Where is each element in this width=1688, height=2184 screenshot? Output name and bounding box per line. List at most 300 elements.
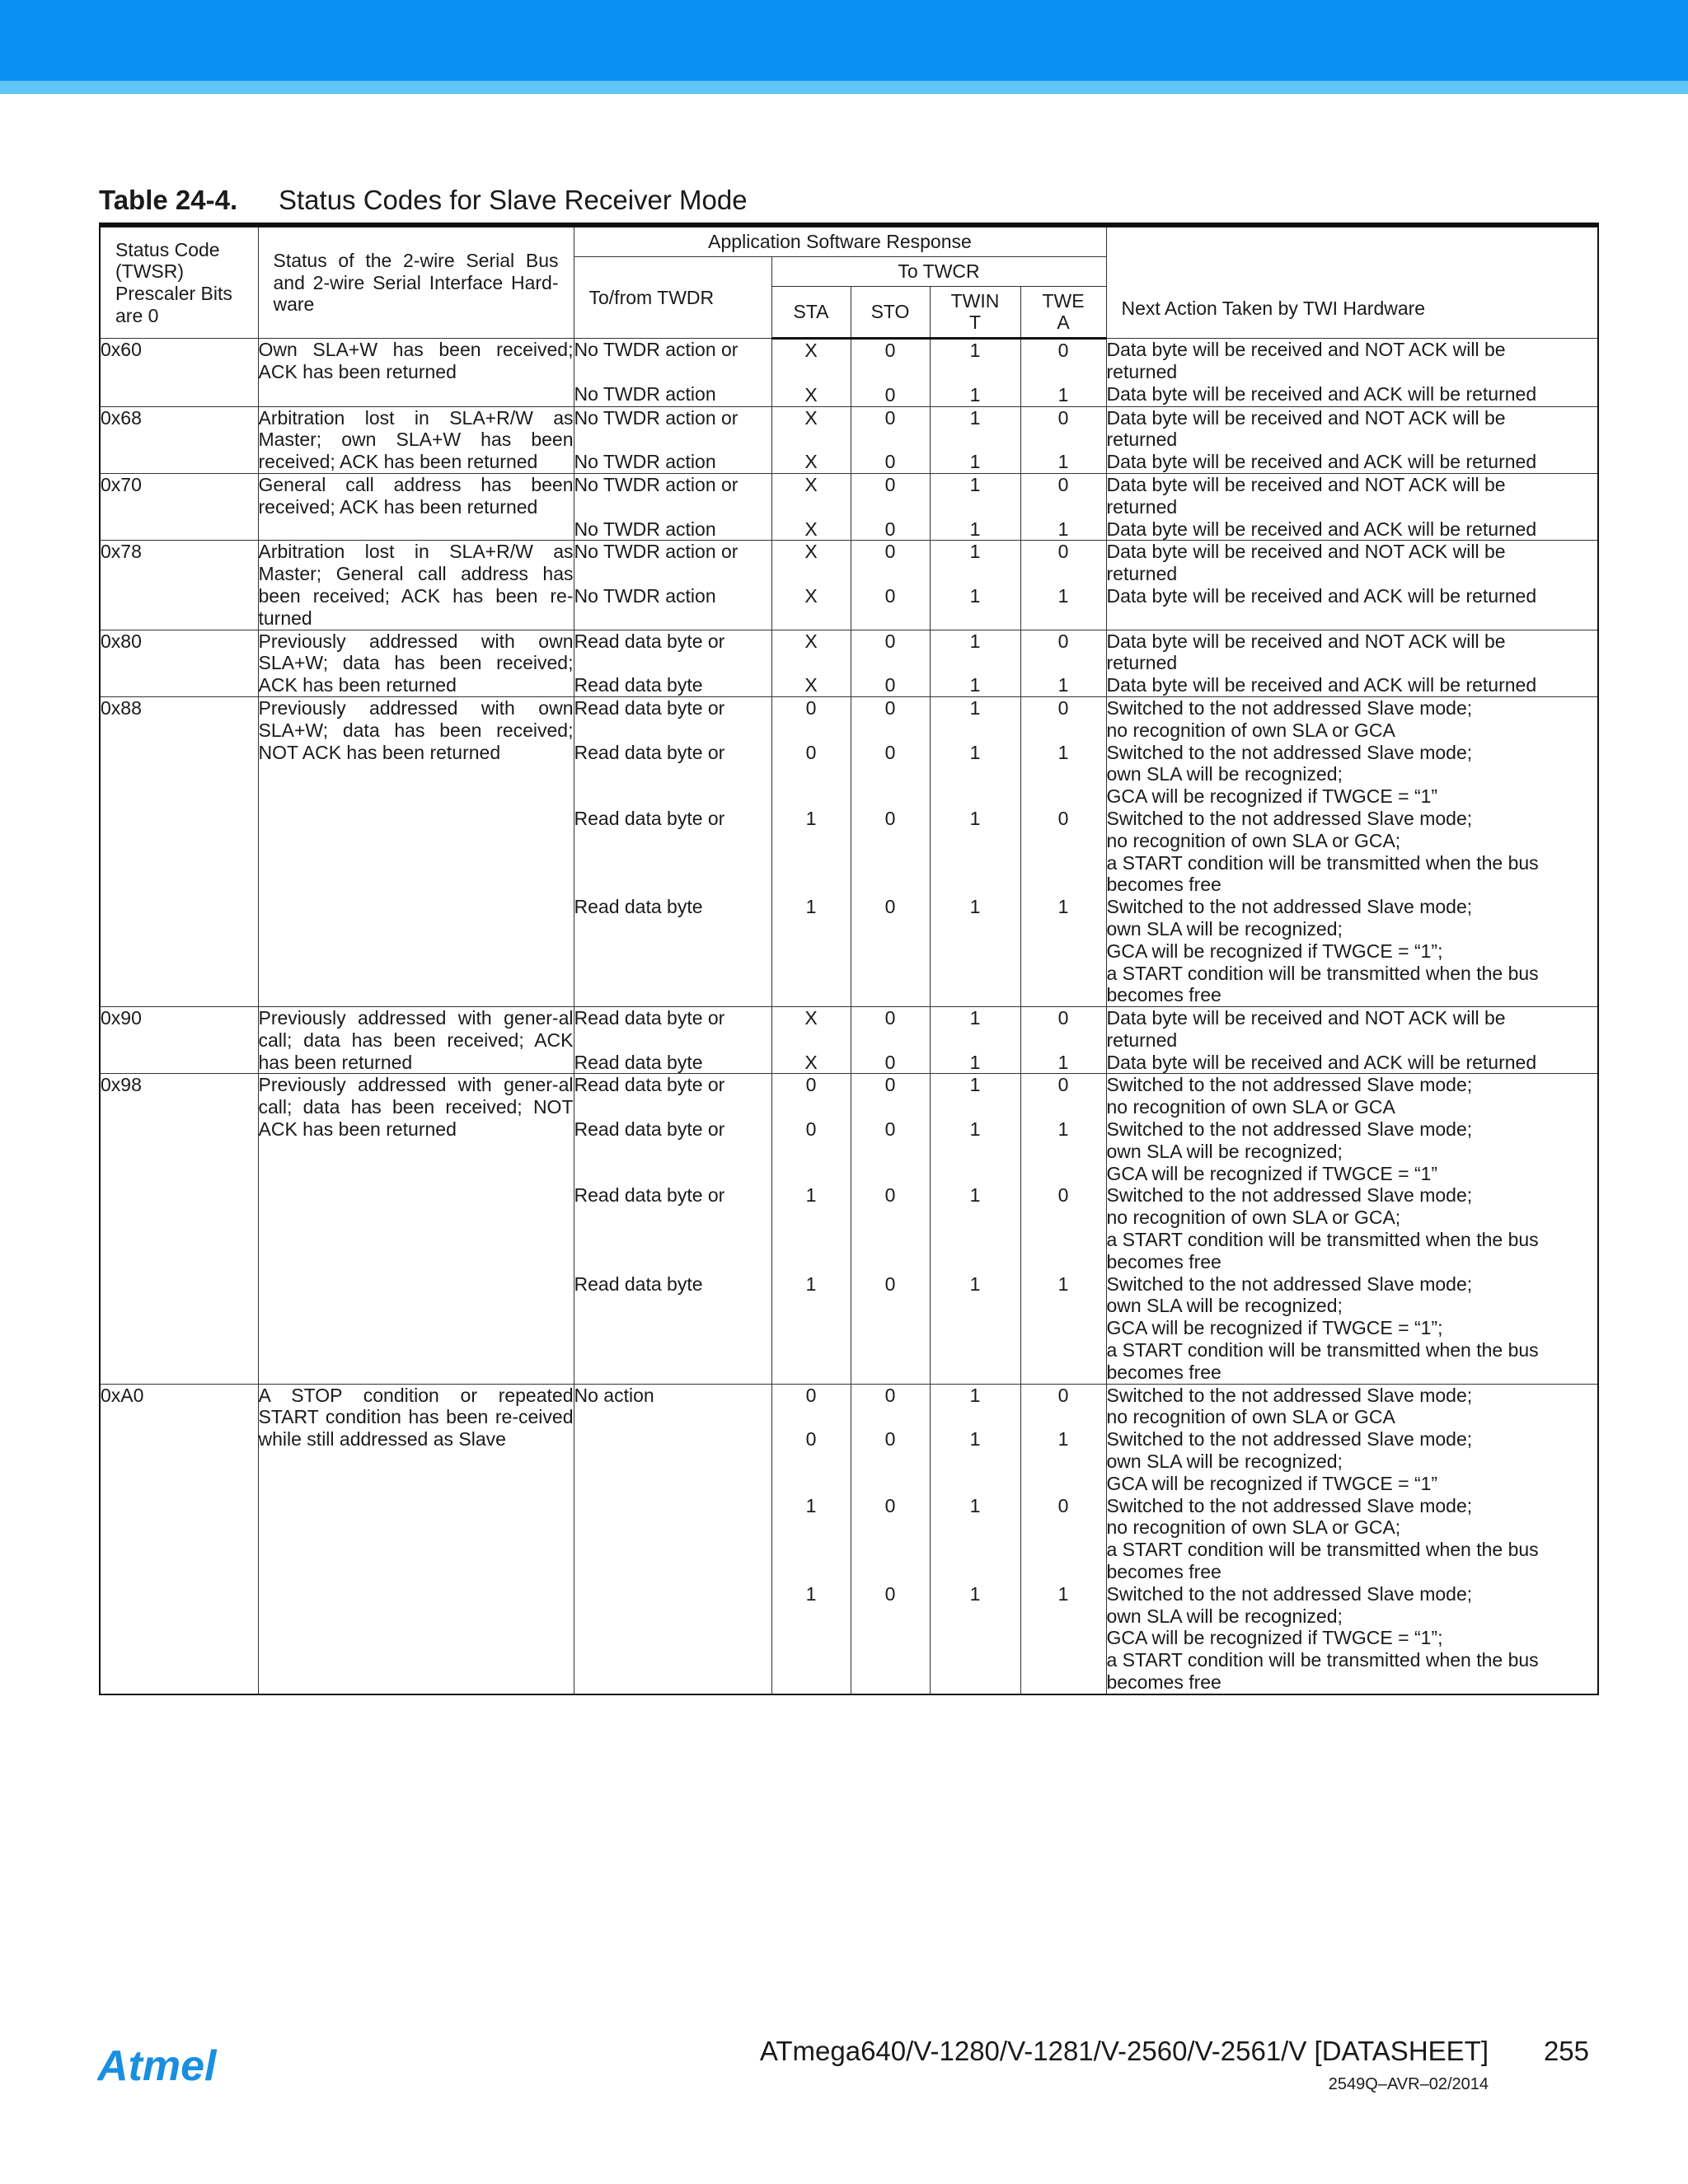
next-action-cell-line: Data byte will be received and NOT ACK will be bbox=[1106, 1007, 1506, 1029]
twea-cell-line bbox=[1021, 429, 1106, 451]
next-action-cell-line: becomes free bbox=[1106, 1361, 1221, 1383]
twea-cell-line: 0 bbox=[1057, 541, 1069, 563]
sta-cell-line: 0 bbox=[805, 1118, 817, 1141]
twint-cell-line bbox=[931, 1561, 1020, 1583]
next-action-cell-line: becomes free bbox=[1106, 874, 1221, 896]
sto-cell-line bbox=[851, 785, 930, 808]
next-action-cell-line: own SLA will be recognized; bbox=[1106, 1451, 1343, 1473]
twint-cell-line: 1 bbox=[969, 1384, 981, 1406]
bus-status-cell: Previously addressed with own SLA+W; data has been received; ACK has been returned bbox=[258, 630, 574, 696]
next-action-cell-line: Switched to the not addressed Slave mode; bbox=[1106, 1074, 1473, 1096]
twint-cell bbox=[930, 1074, 1020, 1384]
next-action-cell-line: Switched to the not addressed Slave mode; bbox=[1106, 1184, 1473, 1207]
sto-cell-line: 0 bbox=[884, 340, 896, 362]
twea-cell bbox=[1020, 541, 1106, 630]
twint-cell-line: 1 bbox=[969, 451, 981, 473]
sta-cell-line bbox=[772, 1029, 851, 1052]
next-action-cell-line: GCA will be recognized if TWGCE = “1” bbox=[1106, 785, 1438, 808]
header-stripe bbox=[0, 81, 1688, 94]
table-row bbox=[100, 1074, 1598, 1384]
next-action-cell-line: Data byte will be received and ACK will be returned bbox=[1106, 382, 1537, 405]
twdr-action-cell-line: Read data byte bbox=[574, 674, 703, 696]
sto-cell-line: 0 bbox=[884, 1051, 896, 1073]
sta-cell-line bbox=[772, 429, 851, 451]
twdr-action-cell bbox=[574, 1074, 771, 1384]
sta-cell-line: X bbox=[804, 406, 818, 429]
table-number: Table 24-4. bbox=[99, 185, 238, 215]
twint-cell-line: 1 bbox=[969, 807, 981, 829]
twint-cell bbox=[930, 339, 1020, 406]
next-action-cell-line: GCA will be recognized if TWGCE = “1” bbox=[1106, 1162, 1438, 1184]
sta-cell-line: 1 bbox=[805, 1582, 817, 1605]
header-sta: STA bbox=[771, 286, 851, 339]
twdr-action-cell-line bbox=[574, 763, 771, 785]
twea-cell-line: 0 bbox=[1057, 1494, 1069, 1516]
next-action-cell-line: Switched to the not addressed Slave mode; bbox=[1106, 1494, 1473, 1516]
sta-cell-line: 0 bbox=[805, 1428, 817, 1451]
twint-cell-line: 1 bbox=[969, 630, 981, 652]
next-action-cell-line: GCA will be recognized if TWGCE = “1” bbox=[1106, 1472, 1438, 1494]
next-action-cell-line: Data byte will be received and NOT ACK will be bbox=[1106, 406, 1506, 429]
next-action-cell-line: Data byte will be received and NOT ACK will be bbox=[1106, 339, 1506, 361]
twea-cell-line bbox=[1021, 852, 1106, 874]
bus-status-cell: Arbitration lost in SLA+R/W as Master; General call address has been received; ACK has been re-turned bbox=[258, 541, 574, 629]
twea-cell-line bbox=[1021, 1163, 1106, 1185]
sto-cell-line: 0 bbox=[884, 383, 896, 405]
twint-cell-line: 1 bbox=[969, 1272, 981, 1295]
twea-cell-line bbox=[1021, 763, 1106, 785]
table-row bbox=[100, 541, 1598, 630]
sto-cell-line: 0 bbox=[884, 696, 896, 719]
twint-cell-line: 1 bbox=[969, 1074, 981, 1096]
twdr-action-cell-line: No TWDR action bbox=[574, 382, 716, 405]
sto-cell-line bbox=[851, 1029, 930, 1052]
table-row bbox=[100, 339, 1598, 406]
twint-cell bbox=[930, 696, 1020, 1006]
twdr-action-cell-line: No action bbox=[574, 1384, 654, 1406]
status-code-cell: 0x88 bbox=[100, 696, 258, 1006]
sto-cell-line: 0 bbox=[884, 451, 896, 473]
sto-cell-line bbox=[851, 1561, 930, 1583]
twea-cell-line: 0 bbox=[1057, 1074, 1069, 1096]
twdr-action-cell-line bbox=[574, 719, 771, 742]
sto-cell-line: 0 bbox=[884, 741, 896, 763]
sta-cell-line: X bbox=[804, 451, 818, 473]
sto-cell-line bbox=[851, 1141, 930, 1163]
twdr-action-cell-line: No TWDR action bbox=[574, 518, 716, 540]
sta-cell-line bbox=[772, 1207, 851, 1229]
twint-cell-line: 1 bbox=[969, 1428, 981, 1451]
sto-cell-line bbox=[851, 763, 930, 785]
twdr-action-cell-line bbox=[574, 1207, 771, 1229]
next-action-cell-line: Data byte will be received and ACK will be returned bbox=[1106, 584, 1537, 607]
twint-cell-line bbox=[931, 1516, 1020, 1539]
sta-cell-line bbox=[772, 563, 851, 585]
next-action-cell-line: Switched to the not addressed Slave mode; bbox=[1106, 807, 1473, 829]
sto-cell-line bbox=[851, 1473, 930, 1495]
twdr-action-cell-line bbox=[574, 652, 771, 674]
sto-cell-line: 0 bbox=[884, 807, 896, 829]
sta-cell-line: 0 bbox=[805, 741, 817, 763]
twint-cell-line: 1 bbox=[969, 674, 981, 696]
twdr-action-cell-line bbox=[574, 1029, 771, 1052]
twint-cell-line: 1 bbox=[969, 473, 981, 495]
next-action-cell-line: Switched to the not addressed Slave mode; bbox=[1106, 1582, 1473, 1605]
twea-cell-line: 1 bbox=[1057, 518, 1069, 540]
sta-cell-line: 1 bbox=[805, 1184, 817, 1207]
twdr-action-cell bbox=[574, 696, 771, 1006]
twdr-action-cell bbox=[574, 541, 771, 630]
sto-cell-line: 0 bbox=[884, 406, 896, 429]
sto-cell bbox=[851, 1007, 930, 1074]
twint-cell-line bbox=[931, 1141, 1020, 1163]
next-action-cell-line: own SLA will be recognized; bbox=[1106, 763, 1343, 785]
next-action-cell-line: becomes free bbox=[1106, 1671, 1221, 1693]
sto-cell-line: 0 bbox=[884, 1494, 896, 1516]
twdr-action-cell-line bbox=[574, 874, 771, 896]
next-action-cell bbox=[1106, 1007, 1598, 1074]
status-code-cell: 0x80 bbox=[100, 630, 258, 696]
next-action-cell-line: returned bbox=[1106, 652, 1178, 674]
twea-cell-line bbox=[1021, 1406, 1106, 1428]
twdr-action-cell-line bbox=[574, 1141, 771, 1163]
next-action-cell-line: no recognition of own SLA or GCA bbox=[1106, 1096, 1395, 1118]
status-code-cell: 0x98 bbox=[100, 1074, 258, 1384]
twdr-action-cell-line: Read data byte or bbox=[574, 630, 725, 652]
bus-status-cell: A STOP condition or repeated START condition has been re-ceived while still addressed as Slave bbox=[258, 1384, 574, 1694]
sto-cell-line: 0 bbox=[884, 674, 896, 696]
twint-cell-line: 1 bbox=[969, 340, 981, 362]
twint-cell-line: 1 bbox=[969, 584, 981, 607]
sto-cell-line bbox=[851, 719, 930, 742]
sta-cell-line: X bbox=[804, 383, 818, 405]
sto-cell-line bbox=[851, 874, 930, 896]
twdr-action-cell-line: No TWDR action bbox=[574, 451, 716, 473]
sta-cell-line bbox=[772, 785, 851, 808]
twint-cell-line: 1 bbox=[969, 518, 981, 540]
sta-cell-line: 1 bbox=[805, 1494, 817, 1516]
twea-cell-line bbox=[1021, 1096, 1106, 1118]
twdr-action-cell-line bbox=[574, 785, 771, 808]
page-number: 255 bbox=[1543, 2036, 1589, 2066]
twint-cell-line bbox=[931, 1406, 1020, 1428]
twdr-action-cell-line: Read data byte or bbox=[574, 1184, 725, 1207]
twint-cell bbox=[930, 1007, 1020, 1074]
table-row bbox=[100, 473, 1598, 540]
twint-cell-line: 1 bbox=[969, 896, 981, 918]
twea-cell-line: 1 bbox=[1057, 1051, 1069, 1073]
twint-cell-line bbox=[931, 1473, 1020, 1495]
twint-cell-line bbox=[931, 785, 1020, 808]
twdr-action-cell-line: No TWDR action bbox=[574, 584, 716, 607]
next-action-cell bbox=[1106, 696, 1598, 1006]
twea-cell-line: 0 bbox=[1057, 1384, 1069, 1406]
sta-cell-line bbox=[772, 1141, 851, 1163]
header-sto: STO bbox=[851, 286, 930, 339]
header-app-response: Application Software Response bbox=[574, 225, 1106, 256]
sto-cell-line bbox=[851, 1163, 930, 1185]
twint-cell bbox=[930, 1384, 1020, 1694]
twea-cell-line: 1 bbox=[1057, 451, 1069, 473]
twint-cell bbox=[930, 541, 1020, 630]
sta-cell-line: X bbox=[804, 1051, 818, 1073]
twdr-action-cell-line: No TWDR action or bbox=[574, 339, 738, 361]
next-action-cell-line: own SLA will be recognized; bbox=[1106, 1605, 1343, 1627]
twea-cell bbox=[1020, 1007, 1106, 1074]
next-action-cell-line: Switched to the not addressed Slave mode; bbox=[1106, 896, 1473, 918]
next-action-cell-line: a START condition will be transmitted when the bus bbox=[1106, 1339, 1539, 1361]
twint-cell-line: 1 bbox=[969, 1582, 981, 1605]
twdr-action-cell-line: Read data byte bbox=[574, 1051, 703, 1073]
sta-cell-line bbox=[772, 362, 851, 384]
next-action-cell-line: Switched to the not addressed Slave mode; bbox=[1106, 1428, 1473, 1451]
sto-cell-line: 0 bbox=[884, 1074, 896, 1096]
bus-status-cell: Previously addressed with gener-al call; data has been received; NOT ACK has been returned bbox=[258, 1074, 574, 1384]
twdr-action-cell-line bbox=[574, 1229, 771, 1251]
twdr-action-cell-line: Read data byte or bbox=[574, 1118, 725, 1141]
table-body bbox=[100, 339, 1598, 1694]
next-action-cell-line: Data byte will be received and NOT ACK will be bbox=[1106, 541, 1506, 563]
sto-cell-line: 0 bbox=[884, 1384, 896, 1406]
sta-cell-line bbox=[772, 830, 851, 852]
twdr-action-cell-line bbox=[574, 563, 771, 585]
table-row bbox=[100, 1007, 1598, 1074]
table-title: Status Codes for Slave Receiver Mode bbox=[279, 185, 748, 215]
twea-cell-line: 1 bbox=[1057, 896, 1069, 918]
sto-cell bbox=[851, 696, 930, 1006]
sto-cell-line: 0 bbox=[884, 518, 896, 540]
twint-cell-line bbox=[931, 719, 1020, 742]
sta-cell bbox=[771, 541, 851, 630]
sto-cell bbox=[851, 1384, 930, 1694]
sto-cell-line: 0 bbox=[884, 1272, 896, 1295]
twdr-action-cell bbox=[574, 473, 771, 540]
next-action-cell-line: becomes free bbox=[1106, 1561, 1221, 1583]
twint-cell bbox=[930, 473, 1020, 540]
sta-cell-line bbox=[772, 1406, 851, 1428]
sto-cell-line bbox=[851, 1229, 930, 1251]
sta-cell-line: 0 bbox=[805, 696, 817, 719]
twea-cell-line: 1 bbox=[1057, 1428, 1069, 1451]
sta-cell-line: X bbox=[804, 473, 818, 495]
sta-cell-line bbox=[772, 719, 851, 742]
twint-cell-line: 1 bbox=[969, 1184, 981, 1207]
next-action-cell bbox=[1106, 1384, 1598, 1694]
twea-cell-line bbox=[1021, 1029, 1106, 1052]
twea-cell-line: 1 bbox=[1057, 1118, 1069, 1141]
next-action-cell-line: a START condition will be transmitted when the bus bbox=[1106, 1649, 1539, 1671]
twea-cell-line bbox=[1021, 563, 1106, 585]
next-action-cell-line: Switched to the not addressed Slave mode; bbox=[1106, 1118, 1473, 1141]
next-action-cell-line: no recognition of own SLA or GCA; bbox=[1106, 1207, 1401, 1229]
sta-cell-line bbox=[772, 1251, 851, 1273]
twea-cell-line: 0 bbox=[1057, 807, 1069, 829]
sto-cell-line bbox=[851, 852, 930, 874]
twdr-action-cell-line: No TWDR action or bbox=[574, 541, 738, 563]
twea-cell bbox=[1020, 473, 1106, 540]
header-bar bbox=[0, 0, 1688, 81]
twint-cell-line: 1 bbox=[969, 383, 981, 405]
twint-cell-line bbox=[931, 1539, 1020, 1561]
twint-cell bbox=[930, 630, 1020, 696]
twea-cell-line: 1 bbox=[1057, 1272, 1069, 1295]
twint-cell-line bbox=[931, 1251, 1020, 1273]
next-action-cell-line: no recognition of own SLA or GCA; bbox=[1106, 1516, 1401, 1539]
sta-cell-line: 1 bbox=[805, 896, 817, 918]
twea-cell-line bbox=[1021, 1539, 1106, 1561]
sto-cell-line: 0 bbox=[884, 1184, 896, 1207]
twea-cell-line: 0 bbox=[1057, 696, 1069, 719]
sta-cell-line bbox=[772, 852, 851, 874]
twdr-action-cell-line bbox=[574, 496, 771, 518]
next-action-cell-line: a START condition will be transmitted when the bus bbox=[1106, 962, 1539, 984]
table-row bbox=[100, 630, 1598, 696]
twint-cell-line: 1 bbox=[969, 1007, 981, 1029]
next-action-cell-line: Switched to the not addressed Slave mode; bbox=[1106, 1272, 1473, 1295]
sta-cell bbox=[771, 406, 851, 473]
twint-cell-line: 1 bbox=[969, 541, 981, 563]
status-code-cell: 0x68 bbox=[100, 406, 258, 473]
sta-cell bbox=[771, 339, 851, 406]
twea-cell-line: 1 bbox=[1057, 741, 1069, 763]
header-to-from-twdr: To/from TWDR bbox=[574, 256, 771, 338]
twint-cell-line bbox=[931, 1096, 1020, 1118]
next-action-cell-line: no recognition of own SLA or GCA bbox=[1106, 1406, 1395, 1428]
next-action-cell-line: Data byte will be received and ACK will be returned bbox=[1106, 1051, 1537, 1073]
sto-cell-line: 0 bbox=[884, 1118, 896, 1141]
sto-cell bbox=[851, 1074, 930, 1384]
twint-cell-line bbox=[931, 1163, 1020, 1185]
twea-cell-line bbox=[1021, 1561, 1106, 1583]
next-action-cell-line: returned bbox=[1106, 360, 1178, 382]
sto-cell-line: 0 bbox=[884, 1428, 896, 1451]
twea-cell bbox=[1020, 696, 1106, 1006]
twea-cell-line bbox=[1021, 785, 1106, 808]
twea-cell-line bbox=[1021, 1516, 1106, 1539]
twint-cell-line: 1 bbox=[969, 1494, 981, 1516]
next-action-cell-line: GCA will be recognized if TWGCE = “1”; bbox=[1106, 1627, 1443, 1649]
sta-cell-line bbox=[772, 1163, 851, 1185]
twea-cell bbox=[1020, 406, 1106, 473]
next-action-cell-line: becomes free bbox=[1106, 984, 1221, 1006]
header-status-code: Status Code (TWSR) Prescaler Bits are 0 bbox=[100, 225, 258, 339]
next-action-cell-line: Data byte will be received and NOT ACK will be bbox=[1106, 473, 1506, 495]
bus-status-cell: Arbitration lost in SLA+R/W as Master; own SLA+W has been received; ACK has been returned bbox=[258, 406, 574, 473]
twdr-action-cell-line: No TWDR action or bbox=[574, 406, 738, 429]
next-action-cell bbox=[1106, 339, 1598, 406]
sta-cell bbox=[771, 630, 851, 696]
twdr-action-cell-line: No TWDR action or bbox=[574, 473, 738, 495]
next-action-cell-line: a START condition will be transmitted when the bus bbox=[1106, 1229, 1539, 1251]
twint-cell-line bbox=[931, 852, 1020, 874]
twea-cell-line bbox=[1021, 1473, 1106, 1495]
sta-cell-line: X bbox=[804, 584, 818, 607]
next-action-cell bbox=[1106, 541, 1598, 630]
sta-cell-line bbox=[772, 1561, 851, 1583]
sta-cell-line: X bbox=[804, 518, 818, 540]
sto-cell-line bbox=[851, 1451, 930, 1473]
sto-cell-line: 0 bbox=[884, 896, 896, 918]
header-to-twcr: To TWCR bbox=[771, 256, 1106, 286]
status-code-cell: 0x70 bbox=[100, 473, 258, 540]
header-next-action: Next Action Taken by TWI Hardware bbox=[1106, 225, 1598, 339]
twdr-action-cell-line bbox=[574, 361, 771, 383]
bus-status-cell: Own SLA+W has been received; ACK has been returned bbox=[258, 339, 574, 406]
sta-cell-line: 1 bbox=[805, 1272, 817, 1295]
twea-cell-line: 0 bbox=[1057, 340, 1069, 362]
next-action-cell-line: Data byte will be received and NOT ACK will be bbox=[1106, 630, 1506, 652]
sto-cell-line bbox=[851, 1096, 930, 1118]
twea-cell-line bbox=[1021, 830, 1106, 852]
twea-cell bbox=[1020, 1074, 1106, 1384]
sta-cell-line: X bbox=[804, 674, 818, 696]
sta-cell-line: X bbox=[804, 1007, 818, 1029]
next-action-cell-line: own SLA will be recognized; bbox=[1106, 1140, 1343, 1162]
sta-cell-line: X bbox=[804, 630, 818, 652]
sta-cell-line bbox=[772, 763, 851, 785]
sto-cell bbox=[851, 339, 930, 406]
sta-cell-line: 0 bbox=[805, 1384, 817, 1406]
sta-cell-line bbox=[772, 1539, 851, 1561]
sta-cell-line bbox=[772, 1516, 851, 1539]
sto-cell-line bbox=[851, 1539, 930, 1561]
twdr-action-cell-line bbox=[574, 852, 771, 874]
doc-code: 2549Q–AVR–02/2014 bbox=[1328, 2075, 1489, 2093]
twint-cell-line bbox=[931, 1029, 1020, 1052]
twea-cell-line: 1 bbox=[1057, 383, 1069, 405]
sta-cell-line bbox=[772, 1473, 851, 1495]
doc-title: ATmega640/V-1280/V-1281/V-2560/V-2561/V [DATASHEET] bbox=[759, 2036, 1489, 2066]
sta-cell bbox=[771, 1074, 851, 1384]
twea-cell-line bbox=[1021, 1451, 1106, 1473]
twint-cell-line: 1 bbox=[969, 696, 981, 719]
atmel-logo bbox=[97, 2042, 246, 2092]
next-action-cell-line: Data byte will be received and ACK will be returned bbox=[1106, 674, 1537, 696]
twea-cell-line: 0 bbox=[1057, 1184, 1069, 1207]
twdr-action-cell-line: Read data byte or bbox=[574, 741, 725, 763]
twea-cell bbox=[1020, 1384, 1106, 1694]
twdr-action-cell-line bbox=[574, 1163, 771, 1185]
twint-cell-line: 1 bbox=[969, 1118, 981, 1141]
sto-cell-line: 0 bbox=[884, 541, 896, 563]
next-action-cell bbox=[1106, 406, 1598, 473]
twea-cell-line bbox=[1021, 874, 1106, 896]
twea-cell-line bbox=[1021, 1141, 1106, 1163]
twdr-action-cell-line: Read data byte or bbox=[574, 696, 725, 719]
sto-cell-line bbox=[851, 563, 930, 585]
twint-cell-line bbox=[931, 1451, 1020, 1473]
twea-cell-line: 1 bbox=[1057, 674, 1069, 696]
twea-cell-line bbox=[1021, 1207, 1106, 1229]
sto-cell-line bbox=[851, 1207, 930, 1229]
sta-cell bbox=[771, 1007, 851, 1074]
next-action-cell-line: Switched to the not addressed Slave mode; bbox=[1106, 696, 1473, 719]
twea-cell-line bbox=[1021, 652, 1106, 674]
status-code-cell: 0x60 bbox=[100, 339, 258, 406]
table-header bbox=[100, 225, 1598, 339]
twint-cell-line bbox=[931, 1207, 1020, 1229]
sto-cell-line bbox=[851, 1516, 930, 1539]
twea-cell-line bbox=[1021, 1251, 1106, 1273]
twint-cell-line bbox=[931, 652, 1020, 674]
twea-cell-line: 0 bbox=[1057, 473, 1069, 495]
next-action-cell bbox=[1106, 1074, 1598, 1384]
twea-cell-line: 0 bbox=[1057, 1007, 1069, 1029]
sta-cell-line bbox=[772, 874, 851, 896]
twdr-action-cell bbox=[574, 1384, 771, 1694]
sta-cell-line: 1 bbox=[805, 807, 817, 829]
twea-cell-line bbox=[1021, 1229, 1106, 1251]
